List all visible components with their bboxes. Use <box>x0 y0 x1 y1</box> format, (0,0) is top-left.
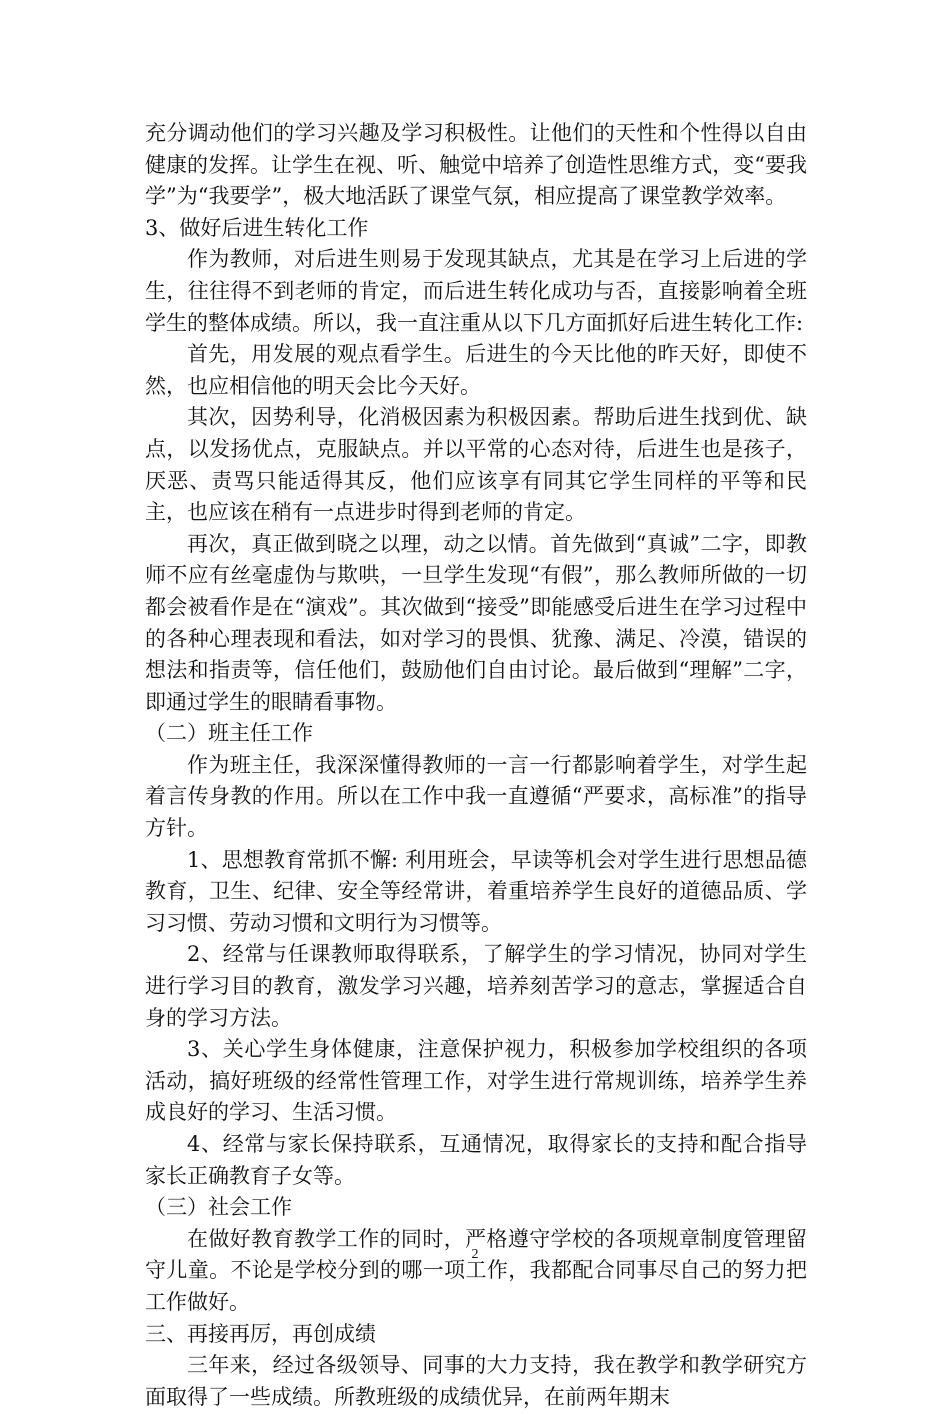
paragraph-first: 首先，用发展的观点看学生。后进生的今天比他的昨天好，即使不然，也应相信他的明天会比今天好。 <box>145 342 807 398</box>
paragraph-item-4: 4、经常与家长保持联系，互通情况，取得家长的支持和配合指导家长正确教育子女等。 <box>145 1132 807 1188</box>
paragraph-intro-continuation: 充分调动他们的学习兴趣及学习积极性。让他们的天性和个性得以自由健康的发挥。让学生在视、听、触觉中培养了创造性思维方式，变“要我学”为“我要学”，极大地活跃了课堂气氛，相应提高了课堂教学效率。 <box>145 121 807 209</box>
paragraph-item-3: 3、关心学生身体健康，注意保护视力，积极参加学校组织的各项活动，搞好班级的经常性管理工作，对学生进行常规训练，培养学生养成良好的学习、生活习惯。 <box>145 1037 807 1125</box>
paragraph-backward-students-intro: 作为教师，对后进生则易于发现其缺点，尤其是在学习上后进的学生，往往得不到老师的肯定，而后进生转化成功与否，直接影响着全班学生的整体成绩。所以，我一直注重从以下几方面抓好后进生转化工作: <box>145 247 807 335</box>
page-number: 2 <box>471 1247 479 1262</box>
paragraph-third: 再次，真正做到晓之以理，动之以情。首先做到“真诚”二字，即教师不应有丝毫虚伪与欺哄，一旦学生发现“有假”，那么教师所做的一切都会被看作是在“演戏”。其次做到“接受”即能感受后进生在学习过程中的各种心理表现和看法，如对学习的畏惧、犹豫、满足、冷漠，错误的想法和指责等，信任他们，鼓励他们自由讨论。最后做到“理解”二字，即通过学生的眼睛看事物。 <box>145 531 807 714</box>
section-heading-achievements: 三、再接再厉，再创成绩 <box>145 1321 376 1346</box>
section-heading-class-teacher: （二）班主任工作 <box>145 721 313 746</box>
document-body <box>145 118 807 1413</box>
paragraph-social-work: 在做好教育教学工作的同时，严格遵守学校的各项规章制度管理留守儿童。不论是学校分到的哪一项工作，我都配合同事尽自己的努力把工作做好。 <box>145 1226 807 1314</box>
paragraph-item-2: 2、经常与任课教师取得联系，了解学生的学习情况，协同对学生进行学习目的教育，激发学习兴趣，培养刻苦学习的意志，掌握适合自身的学习方法。 <box>145 942 807 1030</box>
paragraph-item-1: 1、思想教育常抓不懈: 利用班会，早读等机会对学生进行思想品德教育，卫生、纪律、安全等经常讲，着重培养学生良好的道德品质、学习习惯、劳动习惯和文明行为习惯等。 <box>145 847 807 935</box>
paragraph-second: 其次，因势利导，化消极因素为积极因素。帮助后进生找到优、缺点，以发扬优点，克服缺点。并以平常的心态对待，后进生也是孩子，厌恶、责骂只能适得其反，他们应该享有同其它学生同样的平等和民主，也应该在稍有一点进步时得到老师的肯定。 <box>145 405 807 525</box>
paragraph-class-teacher-intro: 作为班主任，我深深懂得教师的一言一行都影响着学生，对学生起着言传身教的作用。所以在工作中我一直遵循“严要求，高标准”的指导方针。 <box>145 752 807 841</box>
section-heading-backward-students: 3、做好后进生转化工作 <box>145 215 369 240</box>
paragraph-achievements: 三年来，经过各级领导、同事的大力支持，我在教学和教学研究方面取得了一些成绩。所教班级的成绩优异，在前两年期末 <box>145 1353 807 1409</box>
section-heading-social-work: （三）社会工作 <box>145 1195 292 1220</box>
